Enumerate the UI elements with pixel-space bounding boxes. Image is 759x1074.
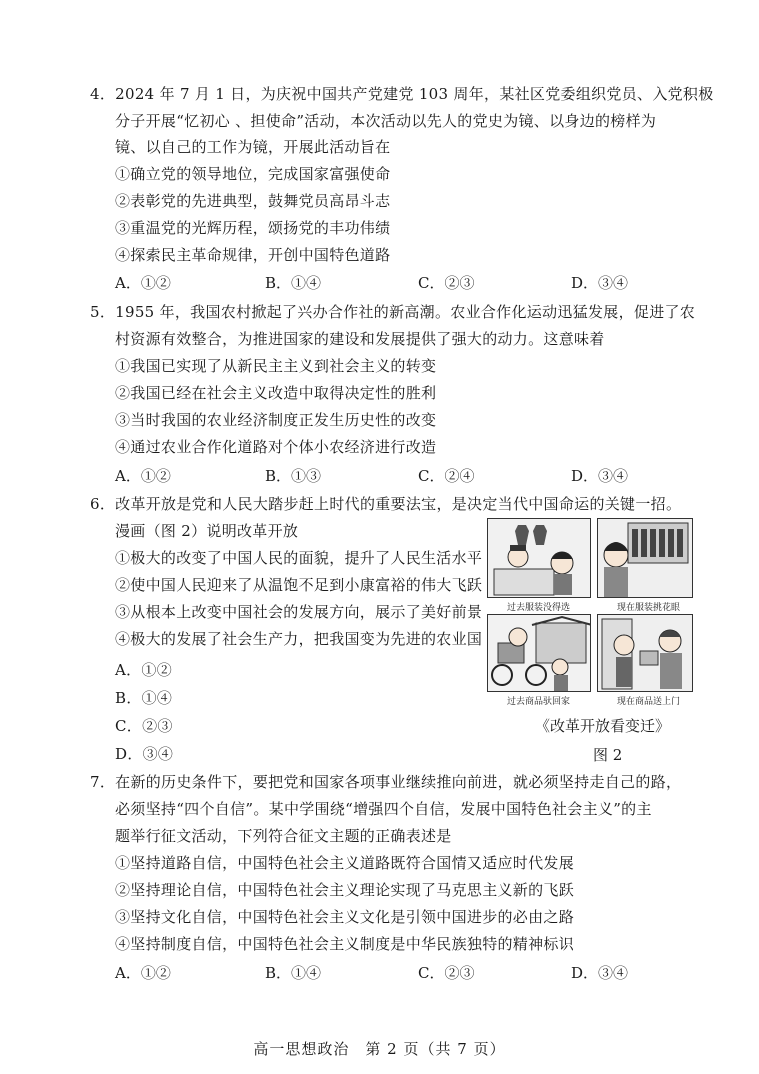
reform-comic-figure: [487, 518, 693, 706]
q7-option-d[interactable]: D．③④: [571, 964, 629, 982]
figure-title: 《改革开放看变迁》: [535, 717, 671, 735]
caption-present-goods: 现在商品送上门: [617, 697, 681, 707]
q4-option-b[interactable]: B．①④: [265, 274, 322, 292]
q5-option-a[interactable]: A．①②: [115, 467, 171, 485]
q5-option-d[interactable]: D．③④: [571, 467, 629, 485]
q4-option-d[interactable]: D．③④: [571, 274, 629, 292]
comic-panel-past-goods: [487, 614, 591, 692]
q4-item-1: ①确立党的领导地位，完成国家富强使命: [115, 165, 391, 183]
page-footer: 高一思想政治 第 2 页（共 7 页）: [253, 1040, 506, 1058]
q6-option-c[interactable]: C．②③: [115, 717, 173, 735]
q6-option-b[interactable]: B．①④: [115, 689, 173, 707]
q6-item-1: ①极大的改变了中国人民的面貌，提升了人民生活水平: [115, 549, 483, 567]
caption-present-clothing: 现在服装挑花眼: [617, 603, 681, 613]
q7-option-b[interactable]: B．①④: [265, 964, 322, 982]
q6-item-3: ③从根本上改变中国社会的发展方向，展示了美好前景: [115, 603, 483, 621]
q5-item-3: ③当时我国的农业经济制度正发生历史性的改变: [115, 411, 437, 429]
q5-stem-line-2: 村资源有效整合，为推进国家的建设和发展提供了强大的动力。这意味着: [115, 330, 605, 348]
q6-option-d[interactable]: D．③④: [115, 745, 174, 763]
q5-item-4: ④通过农业合作化道路对个体小农经济进行改造: [115, 438, 437, 456]
q6-option-a[interactable]: A．①②: [115, 661, 173, 679]
q4-stem-line-3: 镜、以自己的工作为镜，开展此活动旨在: [115, 138, 391, 156]
q4-item-2: ②表彰党的先进典型，鼓舞党员高昂斗志: [115, 192, 391, 210]
q5-option-b[interactable]: B．①③: [265, 467, 322, 485]
figure-label: 图 2: [593, 746, 623, 764]
caption-past-goods: 过去商品驮回家: [507, 697, 571, 707]
q7-option-c[interactable]: C．②③: [418, 964, 475, 982]
q5-stem-line-1: 5．1955 年，我国农村掀起了兴办合作社的新高潮。农业合作化运动迅猛发展，促进了农: [90, 303, 696, 321]
q5-option-c[interactable]: C．②④: [418, 467, 475, 485]
q4-item-4: ④探索民主革命规律，开创中国特色道路: [115, 246, 391, 264]
q7-stem-line-2: 必须坚持“四个自信”。某中学围绕“增强四个自信，发展中国特色社会主义”的主: [115, 800, 652, 818]
comic-panel-present-clothing: [597, 518, 693, 598]
q7-item-2: ②坚持理论自信，中国特色社会主义理论实现了马克思主义新的飞跃: [115, 881, 575, 899]
q6-stem-line-1: 6．改革开放是党和人民大踏步赶上时代的重要法宝，是决定当代中国命运的关键一招。: [90, 495, 682, 513]
q4-option-a[interactable]: A．①②: [115, 274, 171, 292]
q7-item-1: ①坚持道路自信，中国特色社会主义道路既符合国情又适应时代发展: [115, 854, 575, 872]
q7-item-3: ③坚持文化自信，中国特色社会主义文化是引领中国进步的必由之路: [115, 908, 575, 926]
q6-item-4: ④极大的发展了社会生产力，把我国变为先进的农业国: [115, 630, 483, 648]
q7-stem-line-3: 题举行征文活动，下列符合征文主题的正确表述是: [115, 827, 452, 845]
q7-stem-line-1: 7．在新的历史条件下，要把党和国家各项事业继续推向前进，就必须坚持走自己的路，: [90, 773, 682, 791]
q5-item-1: ①我国已实现了从新民主主义到社会主义的转变: [115, 357, 437, 375]
q4-stem-line-2: 分子开展“忆初心 、担使命”活动，本次活动以先人的党史为镜、以身边的榜样为: [115, 112, 657, 130]
q7-option-a[interactable]: A．①②: [115, 964, 171, 982]
caption-past-clothing: 过去服装没得选: [507, 603, 571, 613]
comic-panel-past-clothing: [487, 518, 591, 598]
q6-stem-line-2: 漫画（图 2）说明改革开放: [115, 522, 299, 540]
q5-item-2: ②我国已经在社会主义改造中取得决定性的胜利: [115, 384, 437, 402]
q4-option-c[interactable]: C．②③: [418, 274, 475, 292]
comic-panel-present-goods: [597, 614, 693, 692]
q7-item-4: ④坚持制度自信，中国特色社会主义制度是中华民族独特的精神标识: [115, 935, 575, 953]
q4-item-3: ③重温党的光辉历程，颂扬党的丰功伟绩: [115, 219, 391, 237]
q6-item-2: ②使中国人民迎来了从温饱不足到小康富裕的伟大飞跃: [115, 576, 483, 594]
q4-stem-line-1: 4．2024 年 7 月 1 日，为庆祝中国共产党建党 103 周年，某社区党委组织党员、入党积极: [90, 85, 714, 103]
